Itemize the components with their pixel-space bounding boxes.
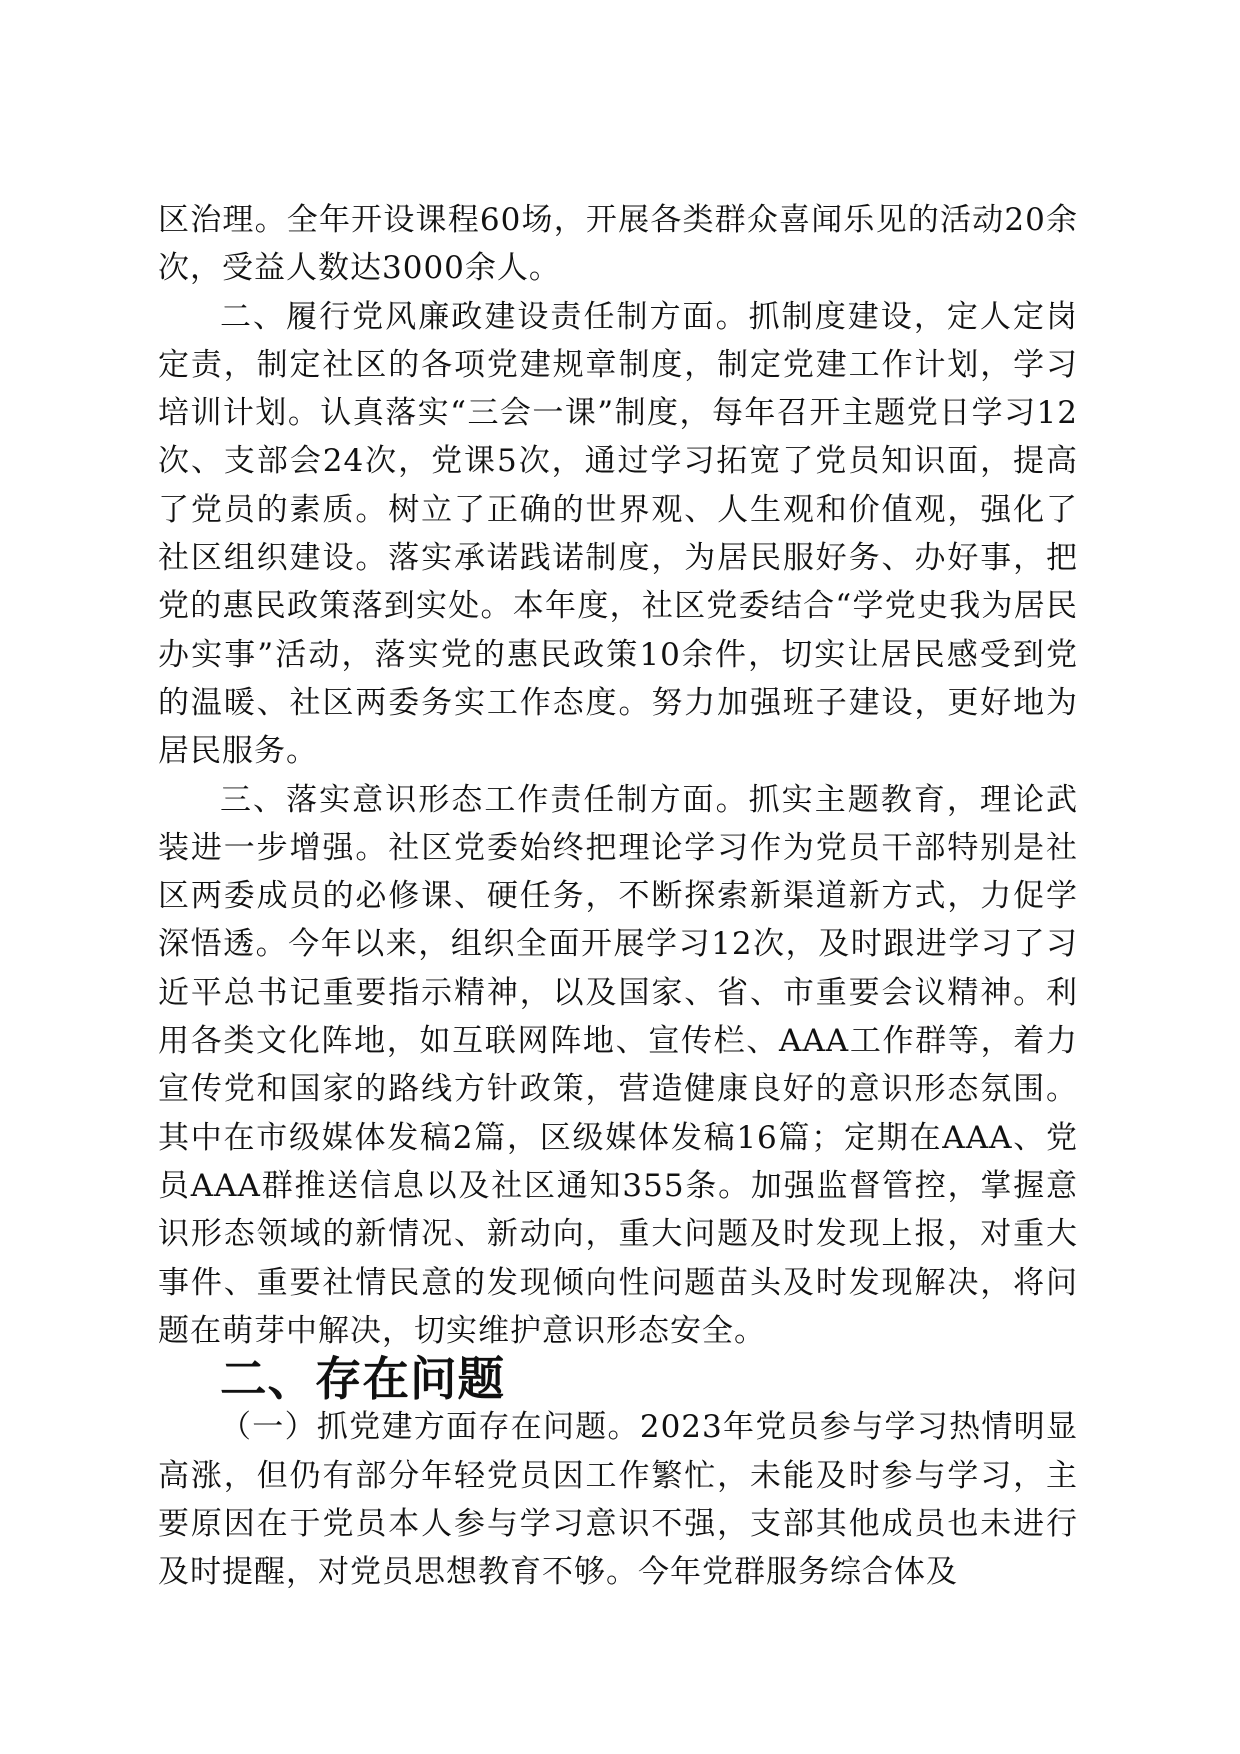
paragraph-party-conduct: 二、履行党风廉政建设责任制方面。抓制度建设，定人定岗定责，制定社区的各项党建规章制度，制定党建工作计划，学习培训计划。认真落实“三会一课”制度，每年召开主题党日学习12次、支部会24次，党课5次，通过学习拓宽了党员知识面，提高了党员的素质。树立了正确的世界观、人生观和价值观，强化了社区组织建设。落实承诺践诺制度，为居民服好务、办好事，把党的惠民政策落到实处。本年度，社区党委结合“学党史我为居民办实事”活动，落实党的惠民政策10余件，切实让居民感受到党的温暖、社区两委务实工作态度。努力加强班子建设，更好地为居民服务。 xyxy=(158,298,1078,770)
paragraph-ideology: 三、落实意识形态工作责任制方面。抓实主题教育，理论武装进一步增强。社区党委始终把理论学习作为党员干部特别是社区两委成员的必修课、硬任务，不断探索新渠道新方式，力促学深悟透。今年以来，组织全面开展学习12次，及时跟进学习了习近平总书记重要指示精神，以及国家、省、市重要会议精神。利用各类文化阵地，如互联网阵地、宣传栏、AAA工作群等，着力宣传党和国家的路线方针政策，营造健康良好的意识形态氛围。其中在市级媒体发稿2篇，区级媒体发稿16篇；定期在AAA、党员AAA群推送信息以及社区通知355条。加强监督管控，掌握意识形态领域的新情况、新动向，重大问题及时发现上报，对重大事件、重要社情民意的发现倾向性问题苗头及时发现解决，将问题在萌芽中解决，切实维护意识形态安全。 xyxy=(158,781,1078,1349)
paragraph-continuation: 区治理。全年开设课程60场，开展各类群众喜闻乐见的活动20余次，受益人数达3000余人。 xyxy=(158,202,1078,287)
paragraph-party-building-problems: （一）抓党建方面存在问题。2023年党员参与学习热情明显高涨，但仍有部分年轻党员因工作繁忙，未能及时参与学习，主要原因在于党员本人参与学习意识不强，支部其他成员也未进行及时提醒，对党员思想教育不够。今年党群服务综合体及 xyxy=(158,1409,1078,1591)
document-body xyxy=(158,196,1078,1597)
section-heading-problems: 二、存在问题 xyxy=(220,1352,505,1407)
